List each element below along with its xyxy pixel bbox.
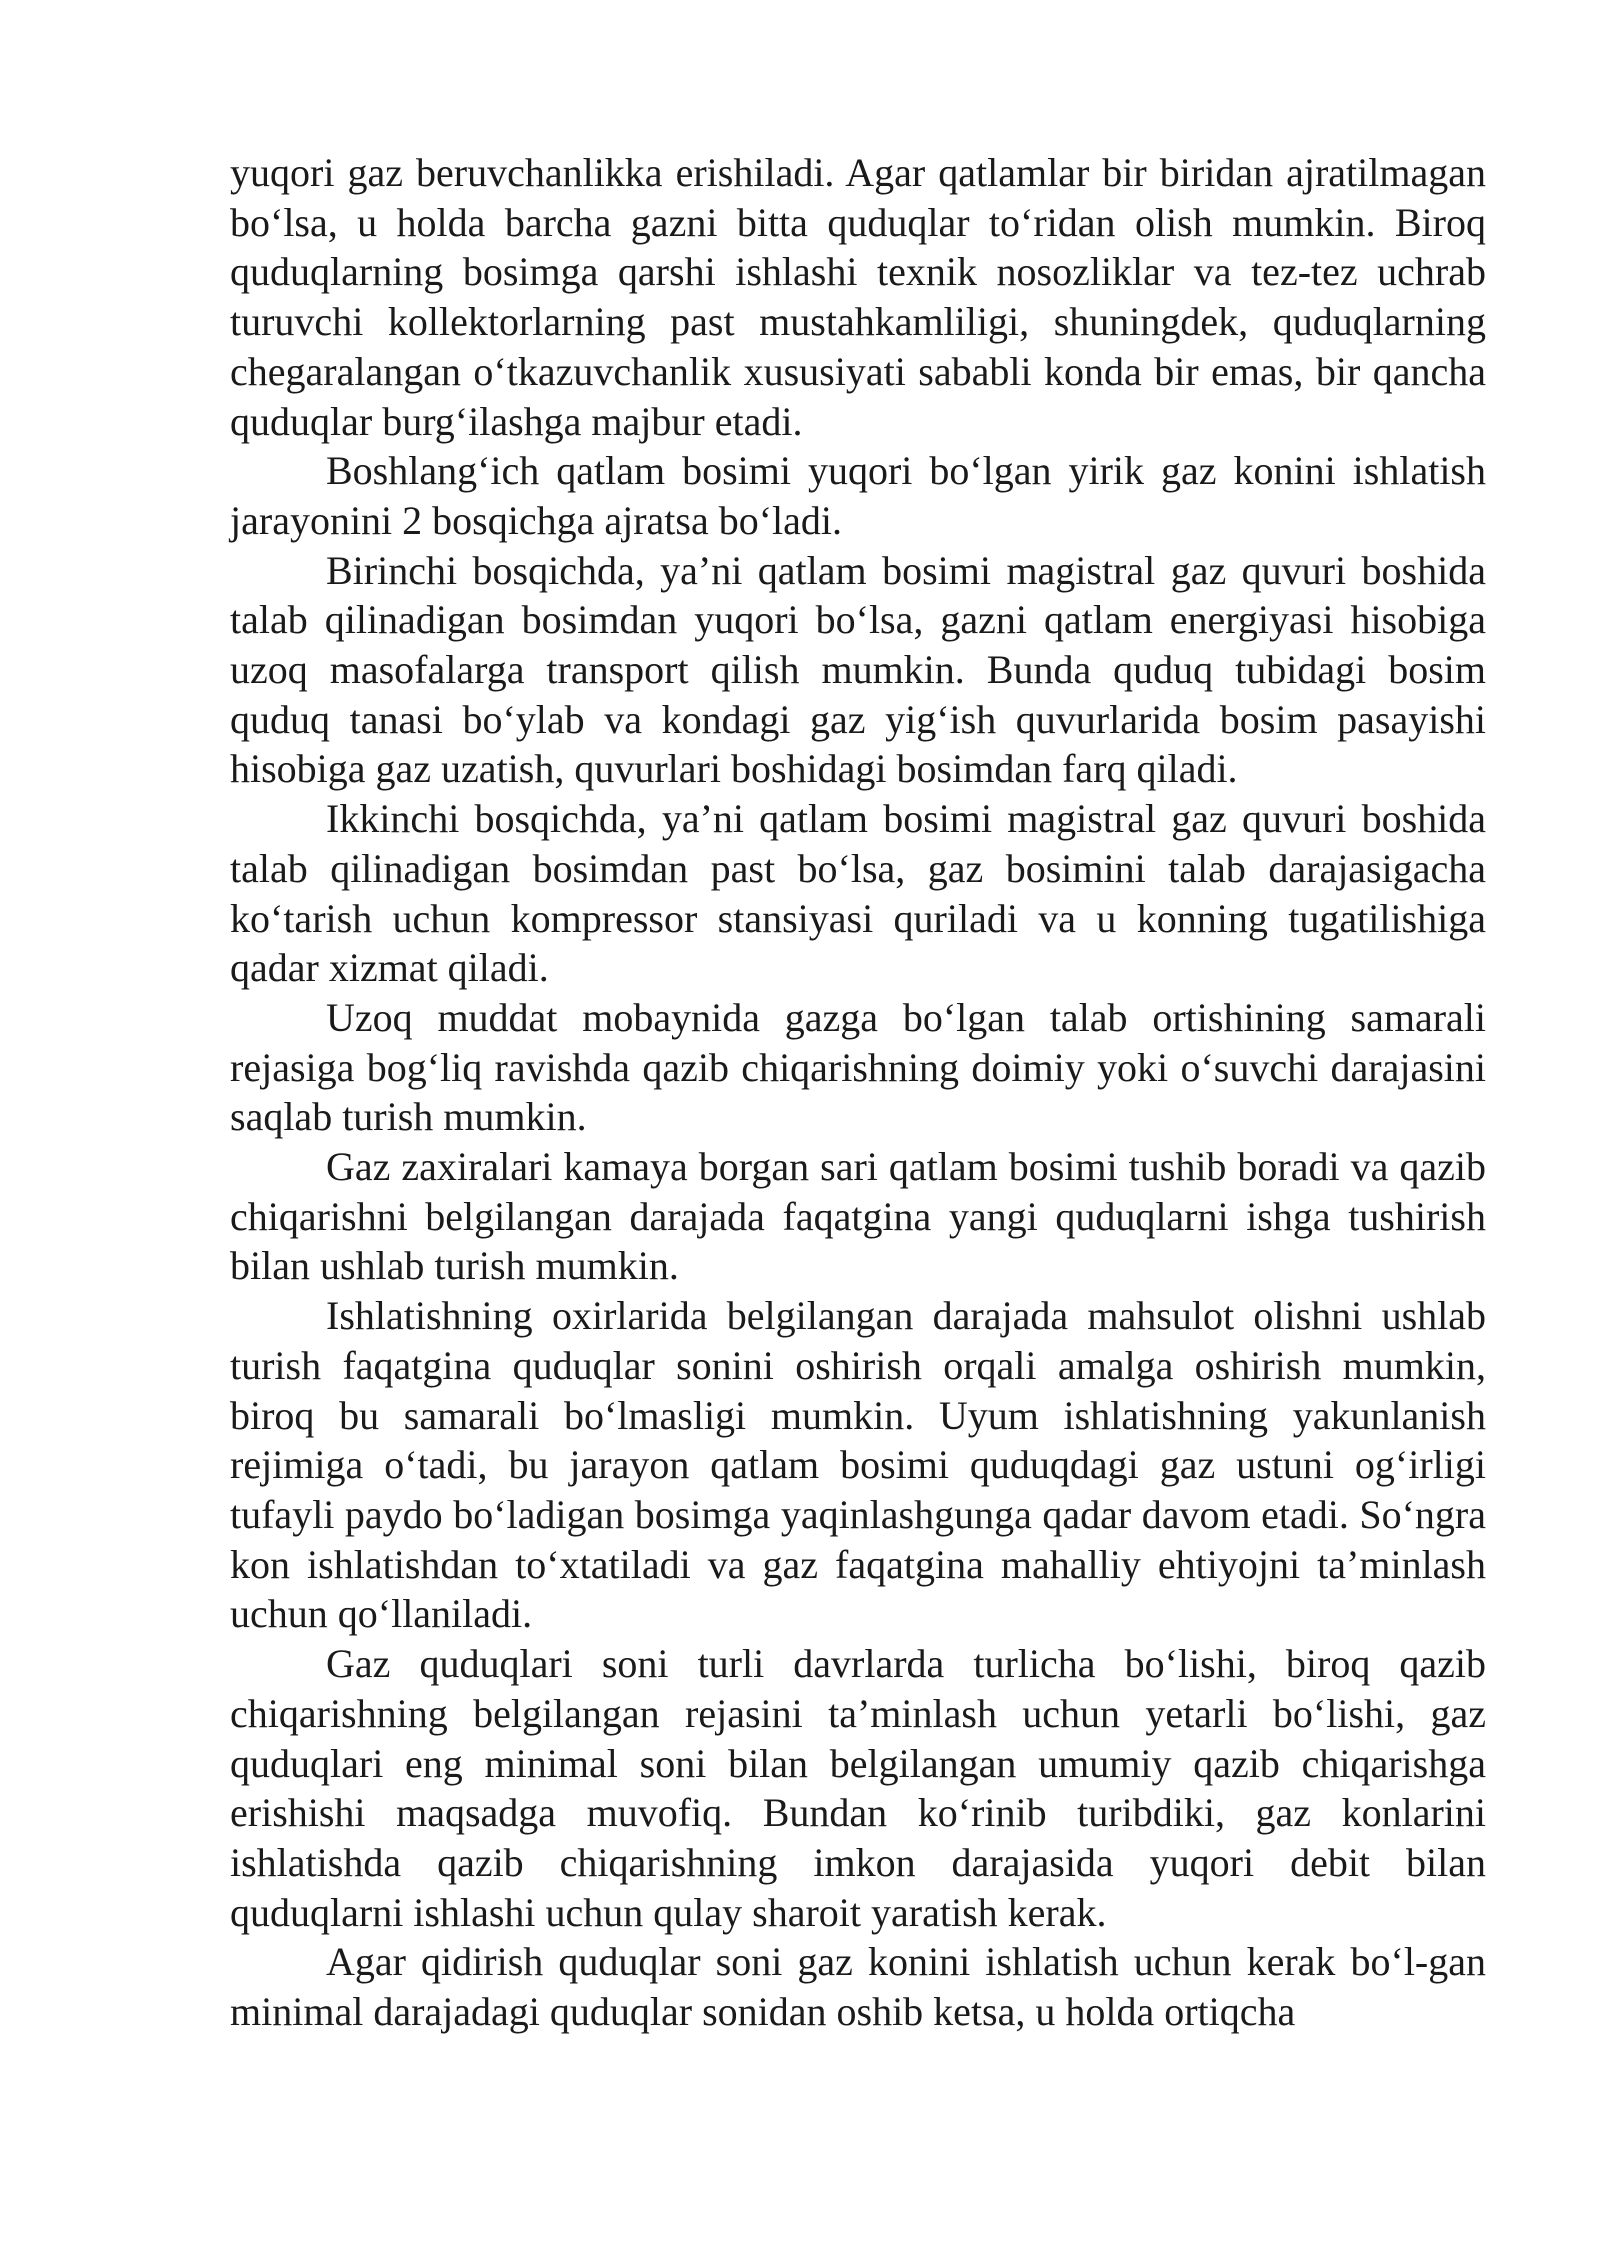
paragraph: Ishlatishning oxirlarida belgilangan darajada mahsulot olishni ushlab turish faqatgina quduqlar sonini oshirish orqali amalga oshirish mumkin, biroq bu samarali bo‘lmasligi mumkin. Uyum ishlatishning yakunlanish rejimiga o‘tadi, bu jarayon qatlam bosimi quduqdagi gaz ustuni og‘irligi tufayli paydo bo‘ladigan bosimga yaqinlashgunga qadar davom etadi. So‘ngra kon ishlatishdan to‘xtatiladi va gaz faqatgina mahalliy ehtiyojni ta’minlash uchun qo‘llaniladi.: [230, 1293, 1486, 1637]
paragraph: Agar qidirish quduqlar soni gaz konini ishlatish uchun kerak bo‘l-gan minimal darajadagi quduqlar sonidan oshib ketsa, u holda ortiqcha: [230, 1939, 1486, 2035]
paragraph: Boshlang‘ich qatlam bosimi yuqori bo‘lgan yirik gaz konini ishlatish jarayonini 2 bosqichga ajratsa bo‘ladi.: [230, 448, 1486, 543]
paragraph: Gaz quduqlari soni turli davrlarda turlicha bo‘lishi, biroq qazib chiqarishning belgilangan rejasini ta’minlash uchun yetarli bo‘lishi, gaz quduqlari eng minimal soni bilan belgilangan umumiy qazib chiqarishga erishishi maqsadga muvofiq. Bundan ko‘rinib turibdiki, gaz konlarini ishlatishda qazib chiqarishning imkon darajasida yuqori debit bilan quduqlarni ishlashi uchun qulay sharoit yaratish kerak.: [230, 1641, 1486, 1935]
document-page: [230, 148, 1486, 2037]
paragraph: Ikkinchi bosqichda, ya’ni qatlam bosimi magistral gaz quvuri boshida talab qilinadigan bosimdan past bo‘lsa, gaz bosimini talab darajasigacha ko‘tarish uchun kompressor stansiyasi quriladi va u konning tugatilishiga qadar xizmat qiladi.: [230, 796, 1486, 991]
paragraph: Birinchi bosqichda, ya’ni qatlam bosimi magistral gaz quvuri boshida talab qilinadigan bosimdan yuqori bo‘lsa, gazni qatlam energiyasi hisobiga uzoq masofalarga transport qilish mumkin. Bunda quduq tubidagi bosim quduq tanasi bo‘ylab va kondagi gaz yig‘ish quvurlarida bosim pasayishi hisobiga gaz uzatish, quvurlari boshidagi bosimdan farq qiladi.: [230, 547, 1486, 792]
paragraph: Uzoq muddat mobaynida gazga bo‘lgan talab ortishining samarali rejasiga bog‘liq ravishda qazib chiqarishning doimiy yoki o‘suvchi darajasini saqlab turish mumkin.: [230, 994, 1486, 1140]
paragraph-continued: yuqori gaz beruvchanlikka erishiladi. Agar qatlamlar bir biridan ajratilmagan bo‘lsa, u holda barcha gazni bitta quduqlar to‘ridan olish mumkin. Biroq quduqlarning bosimga qarshi ishlashi texnik nosozliklar va tez-tez uchrab turuvchi kollektorlarning past mustahkamliligi, shuningdek, quduqlarning chegaralangan o‘tkazuvchanlik xususiyati sababli konda bir emas, bir qancha quduqlar burg‘ilashga majbur etadi.: [230, 150, 1486, 444]
paragraph: Gaz zaxiralari kamaya borgan sari qatlam bosimi tushib boradi va qazib chiqarishni belgilangan darajada faqatgina yangi quduqlarni ishga tushirish bilan ushlab turish mumkin.: [230, 1144, 1486, 1289]
